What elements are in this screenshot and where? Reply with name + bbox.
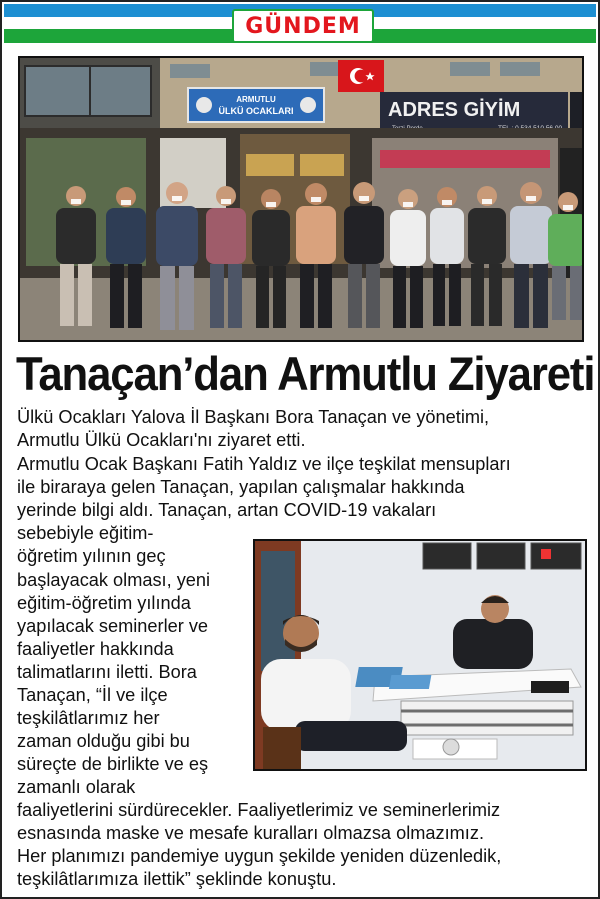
body-line: teşkilâtlarımıza ilettik” şeklinde konuştu.	[17, 869, 337, 889]
body-line: esnasında maske ve mesafe kuralları olmazsa olmazımız.	[17, 823, 484, 843]
body-line: faaliyetlerini sürdürecekler. Faaliyetlerimiz ve seminerlerimiz	[17, 800, 501, 820]
group-photo	[18, 56, 584, 342]
body-line: zaman olduğu gibi bu	[17, 731, 190, 751]
group-photo-illustration	[20, 58, 582, 340]
body-line: eğitim-öğretim yılında	[17, 593, 191, 613]
seated-man-white-shirt	[261, 659, 351, 731]
article-headline: Tanaçan’dan Armutlu Ziyareti	[16, 347, 595, 400]
sign-left-line1: ARMUTLU	[236, 95, 276, 104]
body-line: öğretim yılının geç	[17, 546, 166, 566]
seated-man-desk	[453, 619, 533, 669]
office-photo-illustration	[255, 541, 585, 769]
wall-frame	[423, 543, 471, 569]
office-photo	[253, 539, 587, 771]
body-line: süreçte de birlikte ve eş	[17, 754, 209, 774]
body-line: yerinde bilgi aldı. Tanaçan, artan COVID-19 vakaları	[17, 500, 437, 520]
body-line: Ülkü Ocakları Yalova İl Başkanı Bora Tanaçan ve yönetimi,	[17, 407, 490, 427]
sign-right-main: ADRES GİYİM	[388, 99, 521, 121]
body-line: sebebiyle eğitim-	[17, 523, 154, 543]
body-line: yapılacak seminerler ve	[17, 616, 209, 636]
body-line: zamanlı olarak	[17, 777, 136, 797]
body-line: teşkilâtlarımız her	[17, 708, 160, 728]
sign-left-line2: ÜLKÜ OCAKLARI	[218, 106, 294, 116]
body-line: Her planımızı pandemiye uygun şekilde yeniden düzenledik,	[17, 846, 502, 866]
body-line: başlayacak olması, yeni	[17, 570, 211, 590]
body-line: talimatlarını iletti. Bora	[17, 662, 197, 682]
body-line: faaliyetler hakkında	[17, 639, 174, 659]
section-tag: GÜNDEM	[232, 9, 374, 43]
body-line: Tanaçan, “İl ve ilçe	[17, 685, 168, 705]
body-line: Armutlu Ocak Başkanı Fatih Yaldız ve ilçe teşkilat mensupları	[17, 454, 511, 474]
body-line: Armutlu Ülkü Ocakları'nı ziyaret etti.	[17, 430, 306, 450]
body-line: ile biraraya gelen Tanaçan, yapılan çalışmalar hakkında	[17, 477, 465, 497]
